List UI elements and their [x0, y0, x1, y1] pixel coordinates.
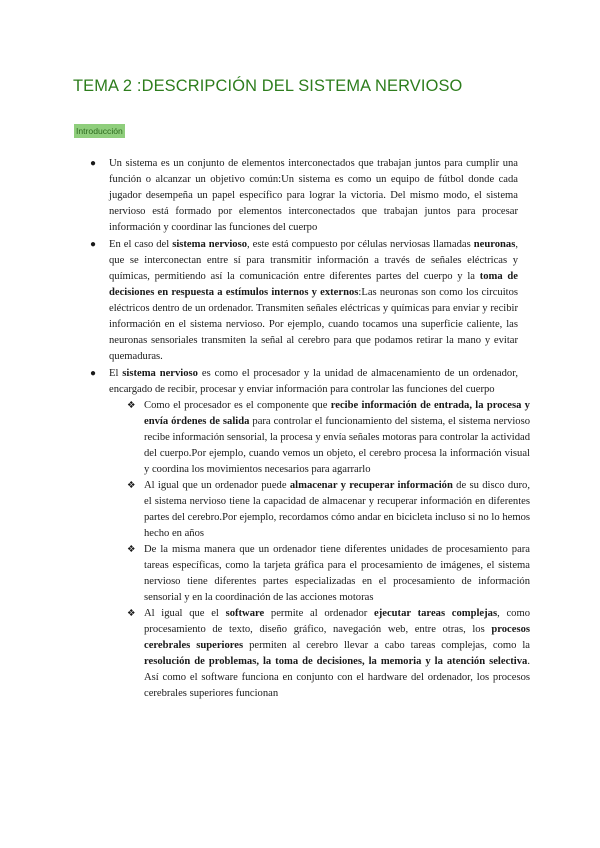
paragraph-text [109, 237, 518, 365]
bold-term: resolución de problemas, la toma de decisiones, la memoria y la atención selectiva [144, 656, 528, 667]
text-run: Al igual que un ordenador puede [144, 480, 290, 491]
text-run: de su disco duro, el sistema nervioso tiene la capacidad de almacenar y recuperar información en diferentes partes del cerebro.Por ejemplo, recordamos cómo andar en bicicleta incluso si no lo hemos hecho en años [144, 480, 530, 539]
list-item [0, 366, 600, 702]
paragraph-text [144, 398, 530, 478]
bullet-icon: ● [90, 368, 97, 379]
bold-term: sistema nervioso [122, 368, 198, 379]
bold-term: procesos cerebrales superiores [144, 624, 530, 651]
diamond-bullet-icon: ❖ [127, 481, 136, 491]
text-run: , que se interconectan entre sí para transmitir información a través de señales eléctricas y químicas, permitiendo así la comunicación entre diferentes partes del cuerpo y la [109, 239, 518, 282]
bold-term: recibe información de entrada, la procesa y envía órdenes de salida [144, 400, 530, 427]
text-run: permiten al cerebro llevar a cabo tareas complejas, como la [243, 640, 530, 651]
text-run: es como el procesador y la unidad de almacenamiento de un ordenador, encargado de recibir, procesar y enviar información para controlar las funciones del cuerpo [109, 368, 518, 395]
paragraph-text [109, 366, 518, 398]
sub-list-item [127, 606, 530, 702]
text-run: :Las neuronas son como los circuitos eléctricos dentro de un ordenador. Transmiten señales eléctricas y químicas para enviar y recibir información en el sistema nervioso. Por ejemplo, cuando tocamos una superficie caliente, las neuronas sensoriales transmiten la señal al cerebro para que podamos retirar la mano y evitar quemaduras. [109, 287, 518, 362]
text-run: Como el procesador es el componente que [144, 400, 331, 411]
page-title: TEMA 2 :DESCRIPCIÓN DEL SISTEMA NERVIOSO [73, 77, 463, 95]
bold-term: neuronas [473, 239, 516, 250]
bold-term: almacenar y recuperar información [289, 480, 453, 491]
sub-list-item [127, 398, 530, 478]
bullet-icon: ● [90, 158, 97, 169]
bold-term: toma de decisiones en respuesta a estímulos internos y externos [109, 271, 518, 298]
sub-list-item [127, 478, 530, 542]
bold-term: ejecutar tareas complejas [374, 608, 498, 619]
text-run: , este está compuesto por células nerviosas llamadas [247, 239, 474, 250]
text-run: para controlar el funcionamiento del sistema, el sistema nervioso recibe información sensorial, la procesa y envía señales motoras para controlar la actividad del cuerpo.Por ejemplo, cuando vemos un objeto, el cerebro procesa la información visual y coordina los movimientos necesarios para agarrarlo [144, 416, 530, 475]
diamond-bullet-icon: ❖ [127, 401, 136, 411]
bullet-icon: ● [90, 239, 97, 250]
diamond-bullet-icon: ❖ [127, 545, 136, 555]
text-run: , como procesamiento de texto, diseño gráfico, navegación web, entre otras, los [144, 608, 530, 635]
list-item [0, 237, 600, 365]
list-item [0, 156, 600, 236]
paragraph-text [144, 606, 530, 702]
text-run: Al igual que el [144, 608, 226, 619]
bold-term: software [225, 608, 265, 619]
sub-bullet-list [109, 398, 530, 702]
text-run: En el caso del [109, 239, 173, 250]
text-run: De la misma manera que un ordenador tiene diferentes unidades de procesamiento para tareas específicas, como la tarjeta gráfica para el procesamiento de imágenes, el sistema nervioso tiene diferentes partes especializadas en el procesamiento de información sensorial y en la coordinación de las acciones motoras [144, 544, 530, 603]
paragraph-text [144, 478, 530, 542]
text-run: El [109, 368, 123, 379]
text-run: permite al ordenador [264, 608, 375, 619]
sub-list-item [127, 542, 530, 606]
section-label: Introducción [76, 126, 123, 136]
text-run: . Así como el software funciona en conjunto con el hardware del ordenador, los procesos cerebrales superiores funcionan [144, 656, 530, 699]
text-run: Un sistema es un conjunto de elementos interconectados que trabajan juntos para cumplir una función o alcanzar un objetivo común:Un sistema es como un equipo de fútbol donde cada jugador desempeña un papel específico para lograr la victoria. Del mismo modo, el sistema nervioso está formado por elementos interconectados que trabajan juntos para procesar información y coordinar las funciones del cuerpo [109, 158, 518, 233]
document-body [0, 156, 600, 702]
paragraph-text [144, 542, 530, 606]
diamond-bullet-icon: ❖ [127, 609, 136, 619]
bullet-list [0, 156, 600, 702]
bold-term: sistema nervioso [172, 239, 247, 250]
paragraph-text [109, 156, 518, 236]
